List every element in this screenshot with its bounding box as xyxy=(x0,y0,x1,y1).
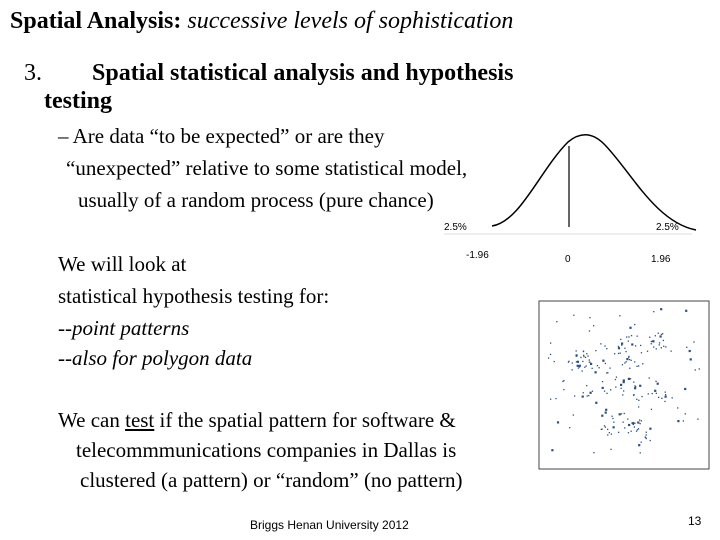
map-point xyxy=(695,369,696,370)
left-text-line4 xyxy=(58,346,252,371)
map-point xyxy=(582,396,584,398)
map-point xyxy=(606,348,607,349)
map-point xyxy=(607,434,608,435)
map-point xyxy=(595,402,597,404)
map-point xyxy=(600,343,601,344)
map-point xyxy=(605,427,606,428)
map-point xyxy=(619,413,621,415)
map-point xyxy=(579,366,580,367)
map-point xyxy=(622,394,623,395)
map-point xyxy=(661,347,662,348)
map-point xyxy=(665,396,667,398)
map-point xyxy=(672,397,673,398)
map-point xyxy=(610,449,611,450)
map-point xyxy=(580,357,581,358)
map-point xyxy=(590,363,592,365)
map-point xyxy=(663,340,664,341)
map-point xyxy=(697,419,698,420)
map-point xyxy=(550,399,551,400)
map-point xyxy=(634,423,635,424)
map-point xyxy=(586,365,587,366)
map-point xyxy=(583,355,584,356)
map-point xyxy=(693,341,694,342)
map-point xyxy=(640,452,641,453)
title-italic: successive levels of sophistication xyxy=(187,8,514,34)
map-point xyxy=(550,354,551,355)
map-point xyxy=(628,378,630,380)
map-point xyxy=(665,394,666,395)
map-point xyxy=(641,352,642,353)
slide-title xyxy=(10,8,513,35)
map-point xyxy=(649,337,650,338)
map-point xyxy=(685,413,686,414)
map-point xyxy=(638,428,639,429)
map-point xyxy=(607,429,608,430)
map-point xyxy=(683,420,684,421)
map-point xyxy=(588,395,589,396)
page-number: 13 xyxy=(688,514,702,528)
map-point xyxy=(631,422,632,423)
map-point xyxy=(604,345,605,346)
map-point xyxy=(620,384,622,386)
map-point xyxy=(640,345,641,346)
point-heading-line2: testing xyxy=(44,88,112,114)
map-point xyxy=(584,367,585,368)
map-point xyxy=(620,353,621,354)
left-text-line1: We will look at xyxy=(58,252,187,276)
map-point xyxy=(616,377,617,378)
map-point xyxy=(569,427,570,428)
map-point xyxy=(626,358,628,360)
map-point xyxy=(658,333,659,334)
map-point xyxy=(623,381,625,383)
bottom-line1-post: if the spatial pattern for software & xyxy=(154,408,456,432)
map-point xyxy=(629,368,630,369)
map-point xyxy=(582,370,583,371)
map-point xyxy=(639,385,641,387)
map-point xyxy=(633,382,634,383)
map-point xyxy=(640,423,641,424)
map-point xyxy=(602,381,603,382)
map-point xyxy=(677,407,678,408)
map-point xyxy=(651,409,652,410)
map-point xyxy=(636,366,637,367)
map-point xyxy=(630,378,631,379)
map-point xyxy=(629,359,630,360)
point-number: 3. xyxy=(24,60,42,86)
left-text-line3 xyxy=(58,316,189,341)
map-point xyxy=(638,444,640,446)
map-point xyxy=(590,392,592,394)
map-point xyxy=(660,308,662,310)
map-point xyxy=(615,379,616,380)
map-point xyxy=(583,392,584,393)
map-point xyxy=(639,419,640,420)
map-point xyxy=(615,386,616,387)
map-point xyxy=(548,357,549,358)
map-point xyxy=(609,368,610,369)
map-point xyxy=(636,399,637,400)
map-point xyxy=(624,362,625,363)
map-point xyxy=(550,342,551,343)
map-point xyxy=(624,427,625,428)
map-point xyxy=(686,347,687,348)
map-point xyxy=(624,348,625,349)
map-point xyxy=(634,387,636,389)
map-point xyxy=(592,391,593,392)
map-point xyxy=(628,357,629,358)
map-point xyxy=(626,361,627,362)
tick-pos-label: 1.96 xyxy=(651,254,671,265)
map-point xyxy=(573,315,574,316)
map-point xyxy=(661,398,662,399)
map-point xyxy=(699,368,700,369)
map-point xyxy=(628,336,629,337)
map-point xyxy=(665,346,666,347)
map-point xyxy=(689,350,691,352)
left-tail-label: 2.5% xyxy=(444,222,467,233)
bottom-line1-pre: We can xyxy=(58,408,126,432)
map-point xyxy=(651,343,652,344)
map-point xyxy=(625,351,626,352)
map-point xyxy=(595,371,597,373)
map-point xyxy=(646,438,647,439)
map-point xyxy=(601,415,603,417)
bell-curve xyxy=(492,135,696,230)
map-point xyxy=(641,442,642,443)
map-point xyxy=(677,420,679,422)
map-point xyxy=(631,360,632,361)
map-point xyxy=(592,368,593,369)
map-point xyxy=(611,416,612,417)
right-tail-label: 2.5% xyxy=(656,222,679,233)
map-point xyxy=(623,390,624,391)
map-point xyxy=(620,339,621,340)
map-point xyxy=(602,360,604,362)
map-point xyxy=(604,391,605,392)
map-point xyxy=(658,397,659,398)
map-point xyxy=(652,393,653,394)
map-point xyxy=(563,389,564,390)
map-point xyxy=(656,393,657,394)
map-point xyxy=(646,432,647,433)
map-point xyxy=(638,406,639,407)
map-point xyxy=(562,381,563,382)
map-point xyxy=(593,325,594,326)
map-point xyxy=(637,421,639,423)
map-point xyxy=(601,429,602,430)
map-point xyxy=(606,393,607,394)
bottom-line2: telecommmunications companies in Dallas is xyxy=(76,438,457,462)
map-point xyxy=(587,355,588,356)
map-point xyxy=(652,341,653,342)
map-point xyxy=(684,388,686,390)
map-point xyxy=(585,357,586,358)
test-underlined: test xyxy=(125,408,155,432)
bottom-line1 xyxy=(58,408,456,433)
bullet-line3: usually of a random process (pure chance) xyxy=(78,188,434,212)
map-point xyxy=(646,434,647,435)
map-point xyxy=(586,385,587,386)
map-point xyxy=(593,452,594,453)
map-point xyxy=(685,310,687,312)
map-point xyxy=(611,434,612,435)
map-point xyxy=(576,350,577,351)
map-point xyxy=(637,336,638,337)
map-point xyxy=(629,327,631,329)
map-point xyxy=(647,351,648,352)
map-point xyxy=(690,358,692,360)
map-point xyxy=(618,347,620,349)
map-point xyxy=(599,367,600,368)
map-point xyxy=(621,388,622,389)
map-point xyxy=(662,333,663,334)
map-point xyxy=(638,400,639,401)
map-point xyxy=(663,346,664,347)
map-point xyxy=(602,387,604,389)
map-point xyxy=(621,413,622,414)
map-point xyxy=(635,386,636,387)
map-point xyxy=(648,393,649,394)
map-point xyxy=(631,335,632,336)
map-point xyxy=(556,321,557,322)
map-point xyxy=(609,432,610,433)
map-point xyxy=(606,372,607,373)
map-point xyxy=(649,428,651,430)
point-pattern-map xyxy=(538,300,710,470)
map-point xyxy=(659,344,660,345)
map-point xyxy=(589,362,590,363)
map-point xyxy=(614,353,615,354)
map-point xyxy=(586,353,587,354)
bottom-line3: clustered (a pattern) or “random” (no pattern) xyxy=(80,468,463,492)
map-point xyxy=(577,365,579,367)
map-point xyxy=(634,324,635,325)
map-frame xyxy=(539,301,709,469)
map-point xyxy=(589,330,590,331)
tick-neg-label: -1.96 xyxy=(466,250,489,261)
map-point xyxy=(576,354,578,356)
title-bold: Spatial Analysis: xyxy=(10,8,182,34)
map-point xyxy=(628,341,629,342)
map-point xyxy=(631,343,633,345)
map-point xyxy=(572,369,573,370)
map-point xyxy=(613,426,615,428)
map-point xyxy=(633,395,634,396)
map-point xyxy=(621,343,623,345)
map-point xyxy=(653,346,654,347)
map-point xyxy=(595,350,596,351)
map-point xyxy=(613,422,614,423)
footer-text: Briggs Henan University 2012 xyxy=(250,518,409,532)
map-point xyxy=(626,336,627,337)
map-point xyxy=(618,432,619,433)
map-point xyxy=(605,363,606,364)
map-point xyxy=(627,418,628,419)
map-point xyxy=(649,377,650,378)
map-point xyxy=(589,317,590,318)
map-point xyxy=(638,365,639,366)
map-point xyxy=(577,361,579,363)
map-point xyxy=(634,361,635,362)
bullet-line1 xyxy=(58,124,385,149)
map-point xyxy=(650,440,651,441)
map-point xyxy=(605,409,607,411)
map-point xyxy=(610,389,611,390)
map-point xyxy=(631,431,632,432)
map-point xyxy=(624,413,625,414)
map-point xyxy=(655,381,656,382)
map-point xyxy=(642,363,643,364)
map-point xyxy=(641,420,642,421)
map-point xyxy=(612,418,613,419)
bullet-line2: “unexpected” relative to some statistical model, xyxy=(66,156,468,180)
map-point xyxy=(634,426,635,427)
map-point xyxy=(557,421,559,423)
map-point xyxy=(661,334,662,335)
map-point xyxy=(555,398,556,399)
map-point xyxy=(636,431,637,432)
map-point xyxy=(597,365,598,366)
bullet-text1: Are data “to be expected” or are they xyxy=(72,124,385,148)
map-point xyxy=(635,345,636,346)
map-point xyxy=(623,422,624,423)
map-point xyxy=(633,424,634,425)
bullet-dash: – xyxy=(58,124,69,148)
left-text-line2: statistical hypothesis testing for: xyxy=(58,284,330,308)
tick-zero-label: 0 xyxy=(565,254,571,265)
map-point xyxy=(660,335,662,337)
left-text-line4-text: --also for polygon data xyxy=(58,346,253,370)
map-point xyxy=(568,362,569,363)
map-point xyxy=(589,359,590,360)
map-point xyxy=(604,425,605,426)
map-point xyxy=(659,342,660,343)
map-point xyxy=(618,353,619,354)
map-point xyxy=(655,335,656,336)
map-point xyxy=(582,361,583,362)
map-point xyxy=(671,351,672,352)
map-point xyxy=(551,449,553,451)
map-point xyxy=(554,361,555,362)
map-point xyxy=(656,348,657,349)
map-point xyxy=(574,395,575,396)
left-text-line3-text: --point patterns xyxy=(58,316,190,340)
map-point xyxy=(657,383,659,385)
map-point xyxy=(587,395,588,396)
map-point xyxy=(583,356,584,357)
map-point xyxy=(619,315,620,316)
point-heading-line1: Spatial statistical analysis and hypothesis xyxy=(92,60,514,86)
map-point xyxy=(628,424,630,426)
map-point xyxy=(641,396,642,397)
map-point xyxy=(573,414,574,415)
map-point xyxy=(618,346,619,347)
map-point xyxy=(622,364,623,365)
map-point xyxy=(665,392,666,393)
map-point xyxy=(628,432,629,433)
map-point xyxy=(654,390,656,392)
map-point xyxy=(605,412,607,414)
map-point xyxy=(653,311,654,312)
map-point xyxy=(572,362,573,363)
map-point xyxy=(664,401,665,402)
map-point xyxy=(583,351,584,352)
